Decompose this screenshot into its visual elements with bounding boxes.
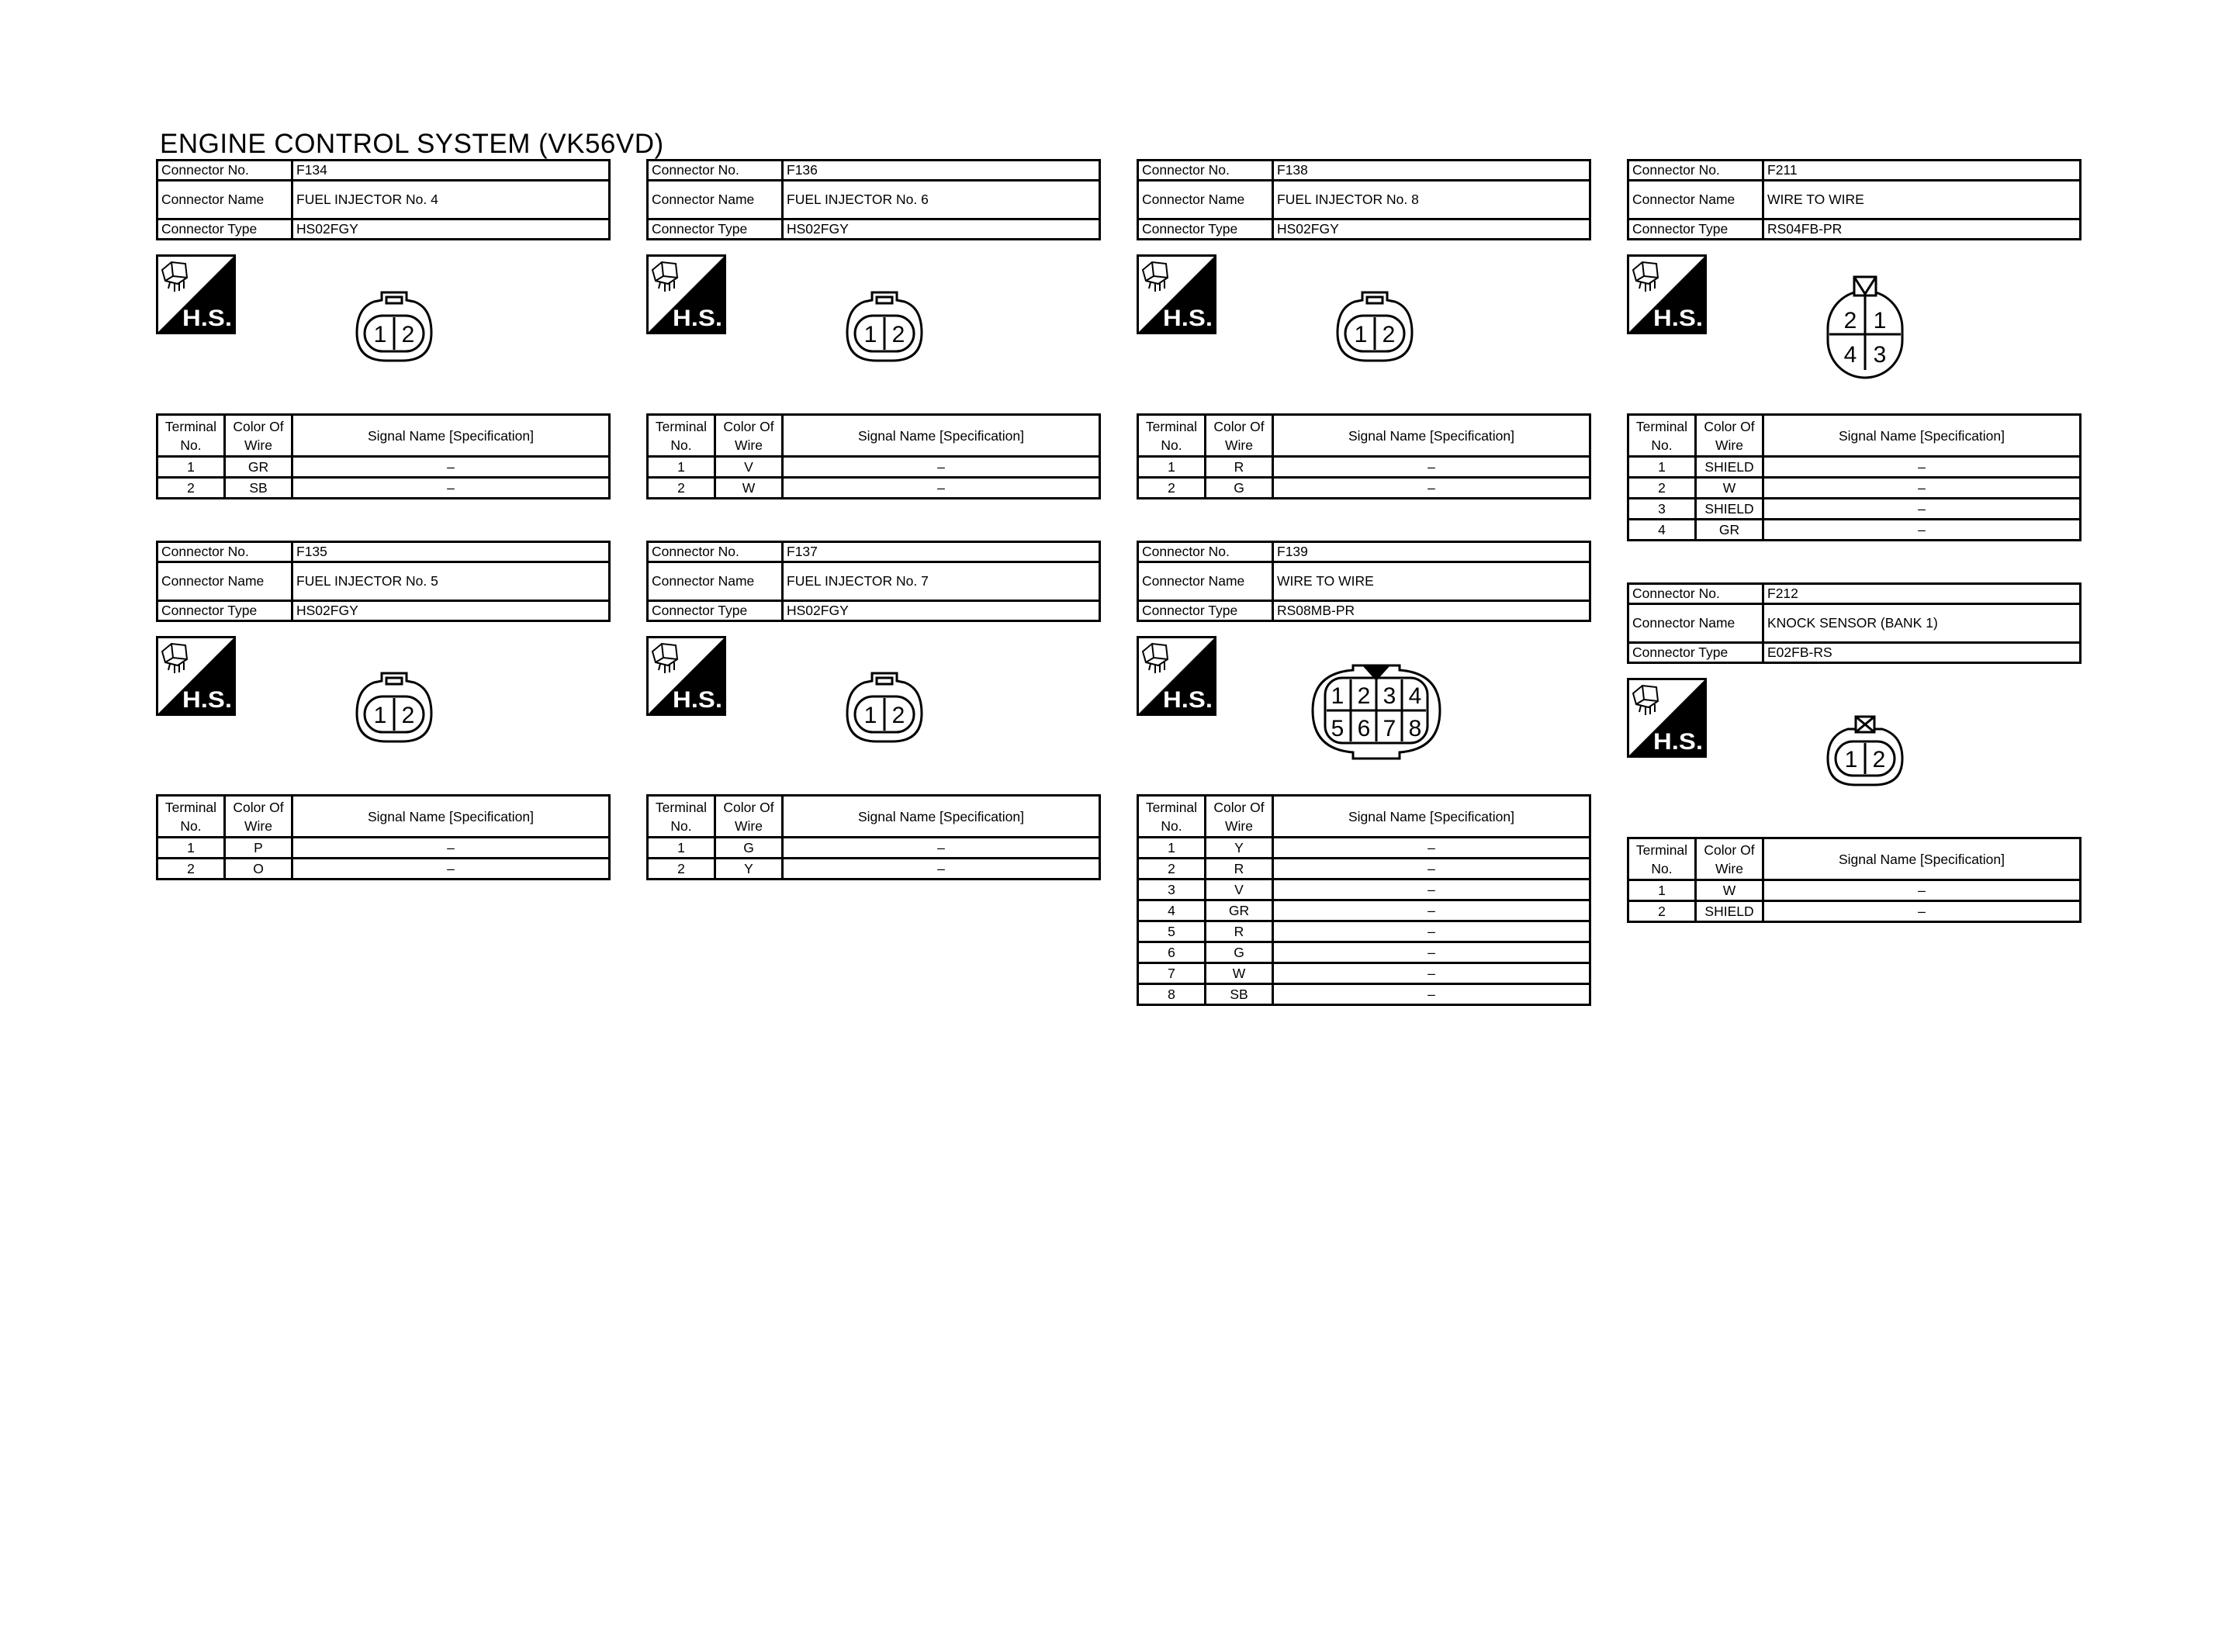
- connector-number: F134: [292, 161, 610, 181]
- table-row: [1138, 838, 1590, 859]
- connector-type-label: Connector Type: [157, 219, 292, 240]
- terminal-table: [156, 794, 611, 880]
- header-row: [1138, 219, 1590, 240]
- signal-name: –: [1273, 921, 1590, 942]
- pin-number: 1: [1354, 322, 1368, 347]
- connector-name-label: Connector Name: [648, 562, 783, 601]
- pin-number: 3: [1873, 342, 1887, 368]
- table-row: [1628, 499, 2081, 520]
- terminal-table: [156, 413, 611, 499]
- terminal-table: [1137, 413, 1591, 499]
- signal-name: –: [1763, 880, 2081, 901]
- signal-name: –: [292, 457, 610, 478]
- pin-number: 2: [1382, 322, 1396, 347]
- connector-number-label: Connector No.: [648, 161, 783, 181]
- terminal-table: [646, 794, 1101, 880]
- terminal-no: 1: [1138, 457, 1206, 478]
- connector-face-diagram: [354, 672, 434, 745]
- connector-number: F211: [1763, 161, 2081, 181]
- table-row: [1628, 478, 2081, 499]
- header-row: [157, 601, 610, 621]
- wire-color: G: [1206, 478, 1273, 499]
- connector-type-label: Connector Type: [1628, 219, 1763, 240]
- signal-name: –: [1763, 901, 2081, 922]
- signal-name: –: [1273, 457, 1590, 478]
- connector-name: FUEL INJECTOR No. 7: [783, 562, 1100, 601]
- wire-color: R: [1206, 859, 1273, 880]
- table-row: [157, 859, 610, 880]
- connector-type-label: Connector Type: [1138, 601, 1273, 621]
- connector-name-label: Connector Name: [1138, 562, 1273, 601]
- signal-name-header: Signal Name [Specification]: [1763, 415, 2081, 457]
- table-row: [1138, 984, 1590, 1005]
- terminal-no: 1: [1628, 457, 1696, 478]
- terminal-no: 2: [648, 859, 715, 880]
- connector-header-table: [156, 159, 611, 240]
- wire-color: GR: [1696, 520, 1763, 541]
- table-row: [648, 478, 1100, 499]
- connector-number: F136: [783, 161, 1100, 181]
- terminal-no: 2: [1138, 859, 1206, 880]
- connector-type: RS04FB-PR: [1763, 219, 2081, 240]
- connector-name: FUEL INJECTOR No. 8: [1273, 181, 1590, 219]
- terminal-header-row: [1138, 796, 1590, 838]
- wire-color: G: [1206, 942, 1273, 963]
- terminal-no: 5: [1138, 921, 1206, 942]
- wire-color: W: [715, 478, 783, 499]
- terminal-no: 2: [157, 478, 225, 499]
- terminal-no: 6: [1138, 942, 1206, 963]
- connector-name: WIRE TO WIRE: [1273, 562, 1590, 601]
- signal-name: –: [783, 478, 1100, 499]
- pin-number: 2: [891, 703, 905, 728]
- terminal-no: 7: [1138, 963, 1206, 984]
- header-row: [1138, 601, 1590, 621]
- terminal-no: 2: [648, 478, 715, 499]
- terminal-header-row: [1628, 838, 2081, 880]
- terminal-no: 2: [157, 859, 225, 880]
- signal-name: –: [1273, 880, 1590, 900]
- table-row: [648, 838, 1100, 859]
- terminal-header-row: [1138, 415, 1590, 457]
- terminal-no: 1: [1138, 838, 1206, 859]
- terminal-no-header: Terminal No.: [648, 796, 715, 838]
- table-row: [1628, 880, 2081, 901]
- table-row: [157, 457, 610, 478]
- terminal-no: 1: [157, 457, 225, 478]
- terminal-no: 3: [1138, 880, 1206, 900]
- table-row: [1628, 901, 2081, 922]
- terminal-table: [646, 413, 1101, 499]
- signal-name: –: [783, 457, 1100, 478]
- connector-number-label: Connector No.: [648, 542, 783, 562]
- signal-name-header: Signal Name [Specification]: [1763, 838, 2081, 880]
- wire-color-header: Color Of Wire: [715, 415, 783, 457]
- header-row: [1628, 219, 2081, 240]
- terminal-header-row: [157, 415, 610, 457]
- connector-header-table: [646, 159, 1101, 240]
- table-row: [648, 859, 1100, 880]
- header-row: [1628, 181, 2081, 219]
- hs-label: H.S.: [1653, 306, 1703, 331]
- harness-side-icon: [1137, 254, 1216, 334]
- terminal-table: [1627, 837, 2082, 923]
- pin-number: 1: [863, 703, 877, 728]
- connector-type-label: Connector Type: [1628, 643, 1763, 663]
- harness-side-icon: [1137, 636, 1216, 716]
- wire-color: Y: [1206, 838, 1273, 859]
- terminal-no: 1: [648, 838, 715, 859]
- pin-number: 4: [1843, 342, 1857, 368]
- terminal-no-header: Terminal No.: [157, 796, 225, 838]
- connector-header-table: [1627, 582, 2082, 664]
- terminal-no: 2: [1138, 478, 1206, 499]
- terminal-no: 1: [648, 457, 715, 478]
- table-row: [1138, 900, 1590, 921]
- wire-color: O: [225, 859, 292, 880]
- table-row: [1138, 478, 1590, 499]
- wire-color: V: [715, 457, 783, 478]
- table-row: [1628, 457, 2081, 478]
- hs-label: H.S.: [673, 687, 722, 713]
- signal-name: –: [783, 838, 1100, 859]
- pin-number: 2: [1843, 308, 1857, 334]
- connector-name-label: Connector Name: [1138, 181, 1273, 219]
- terminal-table: [1627, 413, 2082, 541]
- wire-color: SHIELD: [1696, 901, 1763, 922]
- connector-name: FUEL INJECTOR No. 6: [783, 181, 1100, 219]
- signal-name: –: [783, 859, 1100, 880]
- connector-type: HS02FGY: [292, 219, 610, 240]
- connector-number-label: Connector No.: [1628, 161, 1763, 181]
- hs-label: H.S.: [1163, 687, 1213, 713]
- table-row: [1138, 859, 1590, 880]
- wire-color: SHIELD: [1696, 499, 1763, 520]
- header-row: [1138, 542, 1590, 562]
- hs-label: H.S.: [673, 306, 722, 331]
- connector-name: KNOCK SENSOR (BANK 1): [1763, 604, 2081, 643]
- table-row: [1138, 457, 1590, 478]
- table-row: [648, 457, 1100, 478]
- signal-name-header: Signal Name [Specification]: [292, 415, 610, 457]
- connector-type: HS02FGY: [292, 601, 610, 621]
- connector-number: F135: [292, 542, 610, 562]
- connector-number-label: Connector No.: [1138, 542, 1273, 562]
- wire-color: R: [1206, 921, 1273, 942]
- terminal-no-header: Terminal No.: [1138, 796, 1206, 838]
- connector-name-label: Connector Name: [1628, 181, 1763, 219]
- connector-face-diagram: [844, 672, 925, 745]
- pin-number: 4: [1408, 683, 1422, 709]
- connector-name: FUEL INJECTOR No. 5: [292, 562, 610, 601]
- pin-number: 1: [1844, 747, 1858, 772]
- connector-number: F139: [1273, 542, 1590, 562]
- connector-type-label: Connector Type: [157, 601, 292, 621]
- pin-number: 1: [373, 703, 387, 728]
- wire-color: GR: [1206, 900, 1273, 921]
- header-row: [157, 542, 610, 562]
- wire-color-header: Color Of Wire: [1206, 796, 1273, 838]
- connector-face-diagram: [1825, 715, 1905, 788]
- terminal-no: 4: [1138, 900, 1206, 921]
- signal-name: –: [1763, 499, 2081, 520]
- connector-number: F212: [1763, 584, 2081, 604]
- table-row: [1138, 880, 1590, 900]
- terminal-no: 2: [1628, 901, 1696, 922]
- header-row: [1628, 161, 2081, 181]
- harness-side-icon: [646, 636, 726, 716]
- pin-number: 8: [1408, 716, 1422, 741]
- terminal-header-row: [648, 796, 1100, 838]
- terminal-no-header: Terminal No.: [1138, 415, 1206, 457]
- connector-header-table: [156, 541, 611, 622]
- pin-number: 2: [401, 322, 415, 347]
- signal-name: –: [292, 859, 610, 880]
- wire-color: W: [1696, 478, 1763, 499]
- signal-name: –: [1273, 478, 1590, 499]
- connector-type: HS02FGY: [783, 219, 1100, 240]
- terminal-no-header: Terminal No.: [1628, 838, 1696, 880]
- terminal-no: 1: [1628, 880, 1696, 901]
- wire-color: SB: [1206, 984, 1273, 1005]
- connector-name-label: Connector Name: [648, 181, 783, 219]
- signal-name-header: Signal Name [Specification]: [1273, 415, 1590, 457]
- terminal-header-row: [157, 796, 610, 838]
- header-row: [157, 161, 610, 181]
- pin-number: 5: [1331, 716, 1344, 741]
- connector-face-diagram: [354, 291, 434, 364]
- connector-type-label: Connector Type: [648, 219, 783, 240]
- connector-type: HS02FGY: [1273, 219, 1590, 240]
- wire-color-header: Color Of Wire: [1206, 415, 1273, 457]
- connector-header-table: [1137, 541, 1591, 622]
- table-row: [157, 478, 610, 499]
- terminal-no-header: Terminal No.: [648, 415, 715, 457]
- pin-number: 2: [1872, 747, 1886, 772]
- table-row: [1628, 520, 2081, 541]
- connector-face-diagram: [1334, 291, 1415, 364]
- hs-label: H.S.: [182, 687, 232, 713]
- connector-type: RS08MB-PR: [1273, 601, 1590, 621]
- hs-label: H.S.: [1163, 306, 1213, 331]
- signal-name: –: [1273, 859, 1590, 880]
- pin-number: 3: [1383, 683, 1396, 709]
- terminal-no: 2: [1628, 478, 1696, 499]
- header-row: [157, 181, 610, 219]
- pin-number: 2: [1357, 683, 1371, 709]
- pin-number: 7: [1383, 716, 1396, 741]
- wire-color: V: [1206, 880, 1273, 900]
- connector-face-diagram: [1310, 656, 1443, 765]
- connector-number-label: Connector No.: [1628, 584, 1763, 604]
- header-row: [648, 219, 1100, 240]
- signal-name: –: [1273, 963, 1590, 984]
- pin-number: 2: [401, 703, 415, 728]
- header-row: [648, 601, 1100, 621]
- wire-color: W: [1206, 963, 1273, 984]
- signal-name: –: [1273, 838, 1590, 859]
- wire-color-header: Color Of Wire: [225, 796, 292, 838]
- connector-number-label: Connector No.: [1138, 161, 1273, 181]
- pin-number: 1: [1873, 308, 1887, 334]
- connector-name: FUEL INJECTOR No. 4: [292, 181, 610, 219]
- connector-header-table: [646, 541, 1101, 622]
- terminal-header-row: [1628, 415, 2081, 457]
- terminal-no: 4: [1628, 520, 1696, 541]
- table-row: [1138, 963, 1590, 984]
- terminal-no-header: Terminal No.: [157, 415, 225, 457]
- connector-type: E02FB-RS: [1763, 643, 2081, 663]
- connector-name: WIRE TO WIRE: [1763, 181, 2081, 219]
- connector-name-label: Connector Name: [157, 181, 292, 219]
- header-row: [648, 181, 1100, 219]
- connector-face-diagram: [1825, 275, 1905, 381]
- terminal-header-row: [648, 415, 1100, 457]
- signal-name: –: [292, 838, 610, 859]
- wire-color: W: [1696, 880, 1763, 901]
- connector-name-label: Connector Name: [157, 562, 292, 601]
- connector-face-diagram: [844, 291, 925, 364]
- pin-number: 1: [1331, 683, 1344, 709]
- signal-name: –: [1763, 520, 2081, 541]
- header-row: [1628, 643, 2081, 663]
- header-row: [157, 562, 610, 601]
- connector-number: F138: [1273, 161, 1590, 181]
- connector-type-label: Connector Type: [1138, 219, 1273, 240]
- terminal-table: [1137, 794, 1591, 1006]
- signal-name-header: Signal Name [Specification]: [292, 796, 610, 838]
- header-row: [1628, 604, 2081, 643]
- harness-side-icon: [156, 636, 236, 716]
- signal-name: –: [1763, 457, 2081, 478]
- wire-color-header: Color Of Wire: [1696, 415, 1763, 457]
- connector-type-label: Connector Type: [648, 601, 783, 621]
- wire-color: SHIELD: [1696, 457, 1763, 478]
- signal-name-header: Signal Name [Specification]: [783, 796, 1100, 838]
- pin-number: 2: [891, 322, 905, 347]
- signal-name: –: [1273, 984, 1590, 1005]
- header-row: [1628, 584, 2081, 604]
- harness-side-icon: [156, 254, 236, 334]
- signal-name-header: Signal Name [Specification]: [1273, 796, 1590, 838]
- header-row: [648, 562, 1100, 601]
- header-row: [1138, 161, 1590, 181]
- signal-name: –: [1273, 942, 1590, 963]
- table-row: [157, 838, 610, 859]
- header-row: [648, 542, 1100, 562]
- wire-color: GR: [225, 457, 292, 478]
- wire-color-header: Color Of Wire: [225, 415, 292, 457]
- signal-name-header: Signal Name [Specification]: [783, 415, 1100, 457]
- wire-color: G: [715, 838, 783, 859]
- connector-header-table: [1137, 159, 1591, 240]
- page-title: ENGINE CONTROL SYSTEM (VK56VD): [160, 129, 664, 159]
- hs-label: H.S.: [182, 306, 232, 331]
- terminal-no: 3: [1628, 499, 1696, 520]
- harness-side-icon: [646, 254, 726, 334]
- wire-color-header: Color Of Wire: [715, 796, 783, 838]
- terminal-no-header: Terminal No.: [1628, 415, 1696, 457]
- connector-header-table: [1627, 159, 2082, 240]
- wire-color: R: [1206, 457, 1273, 478]
- connector-number-label: Connector No.: [157, 161, 292, 181]
- wire-color: P: [225, 838, 292, 859]
- harness-side-icon: [1627, 678, 1707, 758]
- signal-name: –: [1763, 478, 2081, 499]
- signal-name: –: [1273, 900, 1590, 921]
- header-row: [1138, 562, 1590, 601]
- wire-color: Y: [715, 859, 783, 880]
- terminal-no: 8: [1138, 984, 1206, 1005]
- pin-number: 1: [373, 322, 387, 347]
- header-row: [1138, 181, 1590, 219]
- connector-type: HS02FGY: [783, 601, 1100, 621]
- header-row: [157, 219, 610, 240]
- signal-name: –: [292, 478, 610, 499]
- table-row: [1138, 921, 1590, 942]
- pin-number: 1: [863, 322, 877, 347]
- hs-label: H.S.: [1653, 729, 1703, 755]
- pin-number: 6: [1357, 716, 1371, 741]
- wire-color: SB: [225, 478, 292, 499]
- connector-number: F137: [783, 542, 1100, 562]
- terminal-no: 1: [157, 838, 225, 859]
- harness-side-icon: [1627, 254, 1707, 334]
- connector-number-label: Connector No.: [157, 542, 292, 562]
- wire-color-header: Color Of Wire: [1696, 838, 1763, 880]
- connector-name-label: Connector Name: [1628, 604, 1763, 643]
- table-row: [1138, 942, 1590, 963]
- header-row: [648, 161, 1100, 181]
